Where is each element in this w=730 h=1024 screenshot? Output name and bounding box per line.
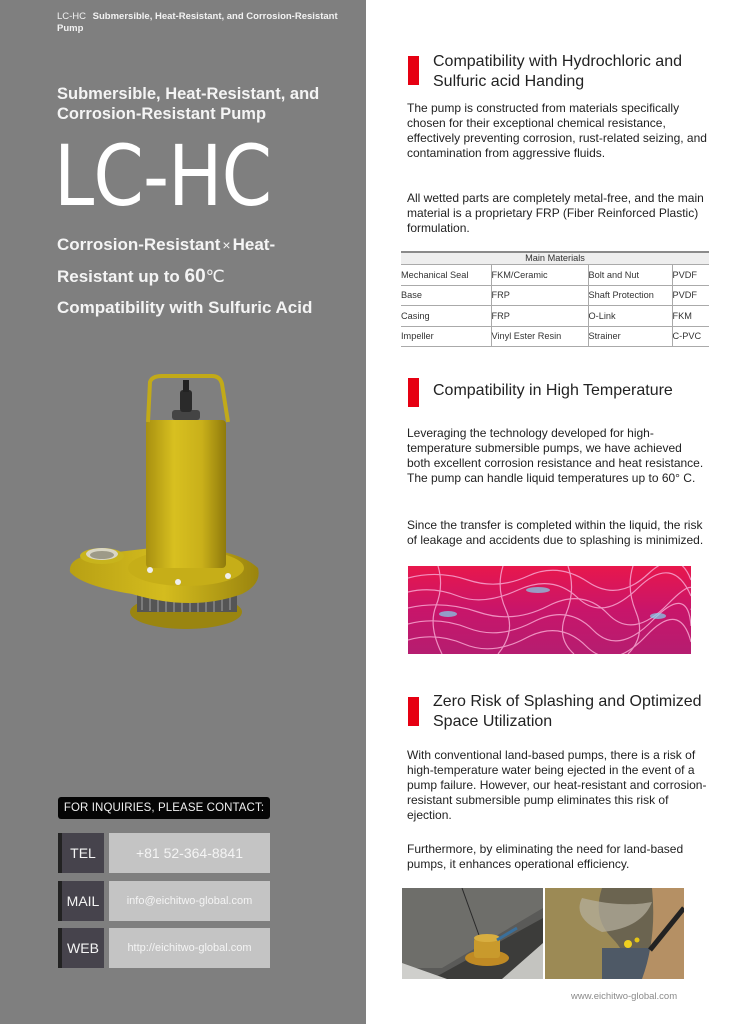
feature-line-2 (57, 265, 357, 289)
photo-pump-in-pit (402, 888, 543, 979)
section-3-paragraph-2: Furthermore, by eliminating the need for land-based pumps, it enhances operational efficiency. (407, 842, 684, 871)
mail-value[interactable]: info@eichitwo-global.com (109, 881, 270, 921)
web-label: WEB (58, 928, 104, 968)
section-2-accent-bar (408, 378, 419, 407)
header-title: Submersible, Heat-Resistant, and Corrosion-Resistant Pump (57, 11, 338, 34)
table-row (401, 285, 709, 306)
feature-line-1 (57, 233, 357, 257)
contact-heading: FOR INQUIRIES, PLEASE CONTACT: (58, 797, 270, 819)
table-cell: Strainer (588, 326, 672, 347)
materials-table (401, 251, 709, 347)
section-1-accent-bar (408, 56, 419, 85)
table-cell: FRP (491, 285, 588, 306)
tel-label: TEL (58, 833, 104, 873)
table-cell: Impeller (401, 326, 491, 347)
feature-resistant-up-to: Resistant up to (57, 267, 185, 286)
pump-body (146, 420, 226, 568)
water-surface-image (408, 566, 691, 654)
table-cell: PVDF (672, 285, 709, 306)
model-name: LC-HC (54, 127, 272, 225)
section-2-paragraph-1: Leveraging the technology developed for high-temperature submersible pumps, we have achieved both excellent corrosion resistance and heat resistance. The pump can handle liquid temperatures up to 60° C. (407, 426, 704, 485)
feature-temperature-unit: ℃ (205, 267, 225, 286)
contact-row-web (58, 928, 270, 968)
installation-photos (402, 888, 684, 979)
tel-value[interactable]: +81 52-364-8841 (109, 833, 270, 873)
table-cell: PVDF (672, 265, 709, 286)
times-symbol: × (222, 237, 231, 253)
table-cell: FKM/Ceramic (491, 265, 588, 286)
table-cell: Casing (401, 306, 491, 327)
header-model-code: LC-HC (57, 11, 87, 22)
section-3-accent-bar (408, 697, 419, 726)
materials-table-heading: Main Materials (401, 252, 709, 265)
feature-temperature-value: 60 (184, 266, 206, 287)
section-1-paragraph-1: The pump is constructed from materials specifically chosen for their exceptional chemical resistance, effectively preventing corrosion, rust-related seizing, and contamination from aggressive fluids. (407, 101, 707, 160)
section-3-paragraph-1: With conventional land-based pumps, there is a risk of high-temperature water being ejected in the event of a pump failure. However, our heat-resistant and corrosion-resistant submersible pump eliminates this risk of ejection. (407, 748, 707, 822)
mail-label: MAIL (58, 881, 104, 921)
section-1-title: Compatibility with Hydrochloric and Sulfuric acid Handing (433, 53, 682, 90)
table-cell: FKM (672, 306, 709, 327)
table-cell: C-PVC (672, 326, 709, 347)
table-cell: FRP (491, 306, 588, 327)
contact-row-tel (58, 833, 270, 873)
contact-row-mail (58, 881, 270, 921)
table-cell: Vinyl Ester Resin (491, 326, 588, 347)
feature-line-3: Compatibility with Sulfuric Acid (57, 298, 313, 317)
section-3-title: Zero Risk of Splashing and Optimized Space Utilization (433, 693, 702, 730)
section-2-title: Compatibility in High Temperature (433, 382, 673, 399)
product-subtitle: Submersible, Heat-Resistant, and Corrosion-Resistant Pump (57, 85, 320, 123)
table-cell: Shaft Protection (588, 285, 672, 306)
section-1-paragraph-2: All wetted parts are completely metal-free, and the main material is a proprietary FRP (Fiber Reinforced Plastic) formulation. (407, 191, 704, 235)
table-cell: O-Link (588, 306, 672, 327)
feature-corrosion: Corrosion-Resistant (57, 235, 221, 254)
photo-pump-in-water (545, 888, 684, 979)
feature-heat: Heat- (232, 235, 276, 254)
table-row (401, 306, 709, 327)
table-row (401, 265, 709, 286)
table-cell: Mechanical Seal (401, 265, 491, 286)
footer-website-link[interactable]: www.eichitwo-global.com (571, 991, 678, 1002)
table-row (401, 326, 709, 347)
web-value[interactable]: http://eichitwo-global.com (109, 928, 270, 968)
pump-product-image (62, 372, 268, 637)
table-cell: Base (401, 285, 491, 306)
section-2-paragraph-2: Since the transfer is completed within the liquid, the risk of leakage and accidents due to splashing is minimized. (407, 518, 704, 547)
header-caption (57, 11, 352, 35)
table-cell: Bolt and Nut (588, 265, 672, 286)
